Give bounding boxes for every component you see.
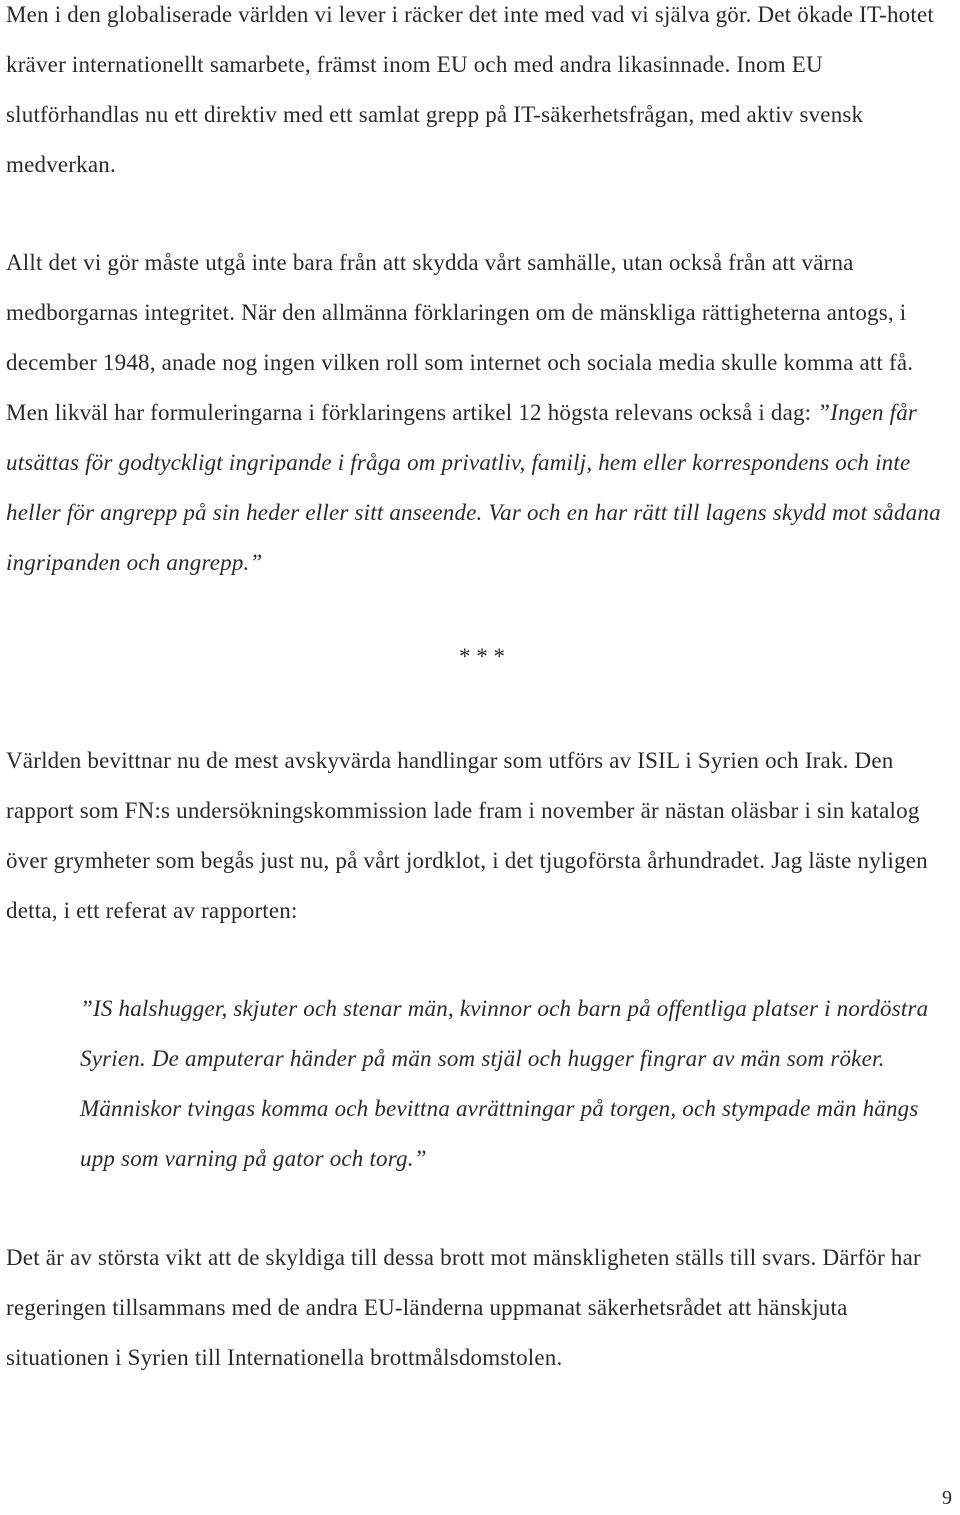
paragraph-isil: Världen bevittnar nu de mest avskyvärda handlingar som utförs av ISIL i Syrien och Irak. Den rapport som FN:s undersökningskommission lade fram i november är nästan oläsbar i sin katalog över grymheter som begås just nu, på vårt jordklot, i det tjugoförsta århundradet. Jag läste nyligen detta, i ett referat av rapporten:	[6, 748, 928, 923]
block-quote-report	[80, 984, 956, 1184]
page-number: 9	[942, 1487, 952, 1509]
article-12-quote-text: Ingen får utsättas för godtyckligt ingripande i fråga om privatliv, familj, hem eller korrespondens och inte heller för angrepp på sin heder eller sitt anseende. Var och en har rätt till lagens skydd mot sådana ingripanden och angrepp.	[6, 400, 941, 575]
paragraph-globalization: Men i den globaliserade världen vi lever i räcker det inte med vad vi själva gör. Det ökade IT-hotet kräver internationellt samarbete, främst inom EU och med andra likasinnade. Inom EU slutförhandlas nu ett direktiv med ett samlat grepp på IT-säkerhetsfrågan, med aktiv svensk medverkan.	[6, 2, 934, 177]
paragraph-integrity-text: Allt det vi gör måste utgå inte bara från att skydda vårt samhälle, utan också från att värna medborgarnas integritet. När den allmänna förklaringen om de mänskliga rättigheterna antogs, i december 1948, anade nog ingen vilken roll som internet och sociala media skulle komma att få. Men likväl har formuleringarna i förklaringens artikel 12 högsta relevans också i dag:	[6, 250, 914, 425]
article-12-quote	[6, 400, 941, 575]
quote-close-mark: ”	[249, 550, 263, 575]
block-quote-close-mark: ”	[413, 1146, 427, 1171]
quote-open-mark: ”	[817, 400, 831, 425]
block-quote-text: IS halshugger, skjuter och stenar män, kvinnor och barn på offentliga platser i nordöstra Syrien. De amputerar händer på män som stjäl och hugger fingrar av män som röker. Människor tvingas komma och bevittna avrättningar på torgen, och stympade män hängs upp som varning på gator och torg.	[80, 996, 929, 1171]
paragraph-integrity	[6, 238, 956, 588]
paragraph-accountability: Det är av största vikt att de skyldiga till dessa brott mot mänskligheten ställs till svars. Därför har regeringen tillsammans med de andra EU-länderna uppmanat säkerhetsrådet att hänskjuta situationen i Syrien till Internationella brottmålsdomstolen.	[6, 1245, 921, 1370]
block-quote-open-mark: ”	[80, 996, 93, 1021]
section-separator: * * *	[459, 644, 505, 669]
